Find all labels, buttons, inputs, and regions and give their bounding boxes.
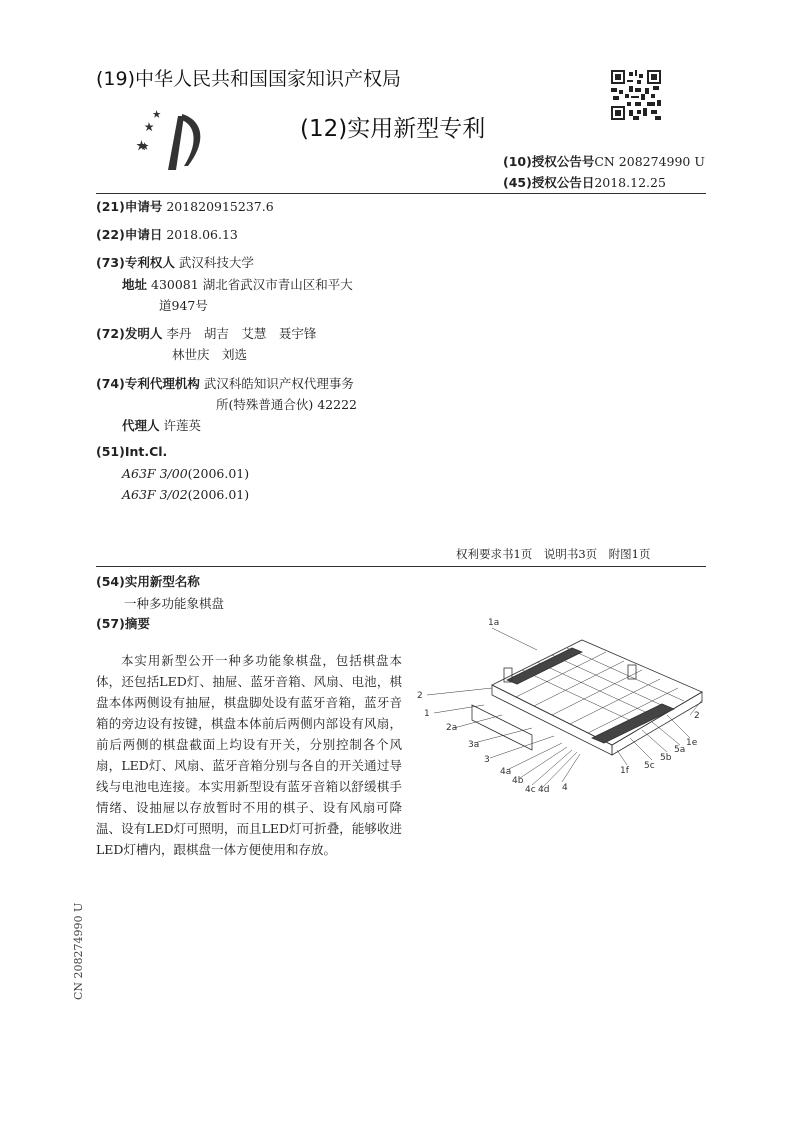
patentee: (73)专利权人 武汉科技大学: [96, 255, 254, 270]
publication-date: (45)授权公告日2018.12.25: [503, 175, 666, 190]
drawing-label: 2: [694, 711, 700, 721]
drawing-label: 4b: [512, 776, 524, 786]
drawing-label: 1: [424, 709, 430, 719]
title-label: (54)实用新型名称: [96, 574, 200, 589]
document-type: (12)实用新型专利: [300, 116, 486, 142]
application-number: (21)申请号 201820915237.6: [96, 199, 274, 214]
int-cl: (51)Int.Cl.: [96, 444, 168, 459]
ipc-class-1: A63F 3/00(2006.01): [122, 466, 250, 481]
drawing-label: 4d: [538, 785, 550, 795]
utility-model-title: 一种多功能象棋盘: [124, 596, 225, 611]
qr-code-icon: [611, 70, 661, 120]
address: 地址 430081 湖北省武汉市青山区和平大: [122, 277, 353, 292]
abstract-label: (57)摘要: [96, 616, 150, 631]
ipc-class-2: A63F 3/02(2006.01): [122, 487, 250, 502]
drawing-label: 4a: [500, 767, 512, 777]
chessboard-drawing: [412, 610, 712, 810]
drawing-label: 3a: [468, 740, 480, 750]
led-strip-left: [507, 648, 582, 684]
inventors: (72)发明人 李丹 胡吉 艾慧 聂宇锋: [96, 326, 317, 341]
board-front: [492, 685, 612, 755]
drawing-label: 1a: [488, 618, 500, 628]
drawer: [472, 705, 532, 750]
patent-agency: (74)专利代理机构 武汉科皓知识产权代理事务: [96, 376, 354, 391]
drawing-label: 1e: [686, 738, 698, 748]
drawing-label: 3: [484, 755, 490, 765]
drawing-label: 5a: [674, 745, 686, 755]
drawing-label: 4c: [525, 785, 536, 795]
office-name: (19)中华人民共和国国家知识产权局: [96, 68, 402, 90]
drawing-label: 2: [417, 691, 423, 701]
agent: 代理人 许莲英: [122, 418, 202, 433]
address-line-2: 道947号: [159, 298, 208, 313]
drawing-label: 5b: [660, 753, 672, 763]
summary-rule: [96, 566, 706, 567]
patent-agency-line-2: 所(特殊普通合伙) 42222: [216, 397, 357, 412]
pages-summary: 权利要求书1页 说明书3页 附图1页: [456, 547, 651, 561]
drawing-label: 1f: [620, 766, 629, 776]
cnipa-logo-icon: [132, 110, 212, 172]
drawing-label: 2a: [446, 723, 458, 733]
publication-number: (10)授权公告号CN 208274990 U: [503, 154, 705, 169]
inventors-line-2: 林世庆 刘选: [172, 347, 248, 362]
led-strip-right: [592, 704, 674, 743]
drawing-label: 4: [562, 783, 568, 793]
drawing-label: 5c: [644, 761, 655, 771]
application-date: (22)申请日 2018.06.13: [96, 227, 238, 242]
header-rule: [96, 193, 706, 194]
side-publication-number: CN 208274990 U: [72, 902, 85, 1000]
abstract-text: 本实用新型公开一种多功能象棋盘，包括棋盘本体，还包括LED灯、抽屉、蓝牙音箱、风扇、电池，棋盘本体两侧设有抽屉，棋盘脚处设有蓝牙音箱，蓝牙音箱的旁边设有按键，棋盘本体前后两侧内部设有风扇，前后两侧的棋盘截面上均设有开关，分别控制各个风扇，LED灯、风扇、蓝牙音箱分别与各自的开关通过导线与电池电连接。本实用新型设有蓝牙音箱以舒缓棋手情绪、设抽屉以存放暂时不用的棋子、设有风扇可降温、设有LED灯可照明，而且LED灯可折叠，能够收进LED灯槽内，跟棋盘一体方便使用和存放。: [96, 652, 402, 857]
lamp-right: [628, 665, 636, 679]
